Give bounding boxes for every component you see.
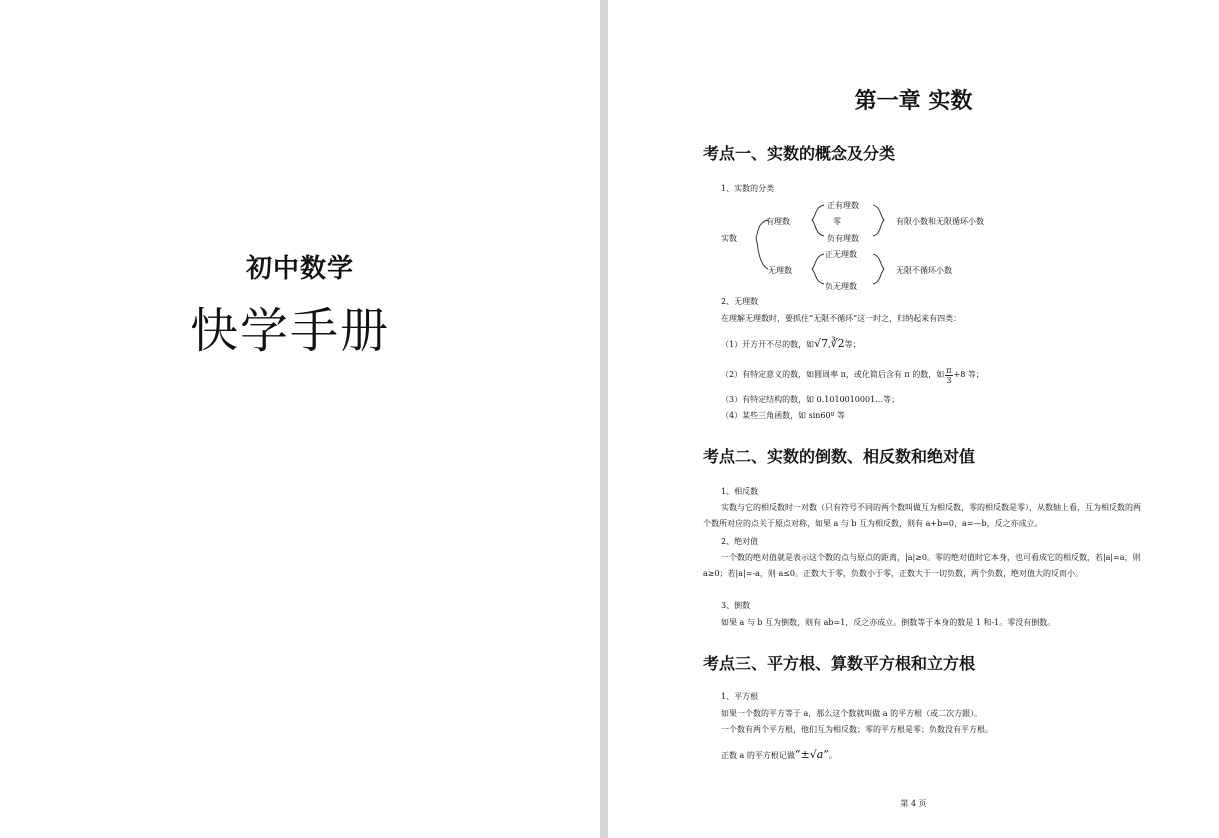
tree-rational-child-2: 零 (833, 217, 841, 226)
s2-h1: 1、相反数 (721, 487, 759, 496)
s3-h1: 1、平方根 (721, 692, 759, 701)
sqrt7-expr: √7 (814, 337, 829, 350)
s3-l3 (721, 748, 837, 763)
tree-irrational-child-1: 正无理数 (825, 250, 857, 259)
s1-list-item-2-tail: +8 等； (953, 370, 984, 379)
s1-item2-intro: 在理解无理数时，要抓住“无限不循环”这一时之，归纳起来有四类： (721, 314, 962, 323)
chapter-title: 第一章 实数 (854, 89, 973, 114)
pi-over-3-fraction (945, 366, 952, 385)
s2-p3: 如果 a 与 b 互为倒数，则有 ab=1，反之亦成立。倒数等于本身的数是 1 和-1。零没有倒数。 (721, 618, 1056, 627)
tree-irrational-note: 无限不循环小数 (896, 266, 952, 275)
tree-rational-child-3: 负有理数 (827, 234, 859, 243)
irrational-brace-left (812, 254, 824, 284)
tree-root: 实数 (721, 234, 737, 243)
s1-list-item-3: （3）有特定结构的数，如 0.1010010001…等； (721, 395, 900, 404)
s3-l1: 如果一个数的平方等于 a，那么这个数就叫做 a 的平方根（或二次方跟）。 (721, 709, 983, 718)
tree-rational: 有理数 (766, 217, 790, 226)
section-3-title: 考点三、平方根、算数平方根和立方根 (703, 654, 976, 673)
page-gutter (600, 0, 608, 838)
cbrt2-expr: ∛2 (830, 337, 845, 350)
s2-h3: 3、倒数 (721, 601, 751, 610)
s1-list-item-4: （4）某些三角函数，如 sin60º 等 (721, 411, 845, 420)
cover-page (0, 0, 600, 838)
section-1-title: 考点一、实数的概念及分类 (703, 144, 896, 163)
s1-item2-heading: 2、无理数 (721, 297, 759, 306)
section-2-title: 考点二、实数的倒数、相反数和绝对值 (703, 447, 976, 466)
s1-list-item-2-text: （2）有特定意义的数，如圆周率 π，或化简后含有 π 的数，如 (721, 370, 945, 379)
s3-l3-text: 正数 a 的平方根记做 (721, 751, 795, 760)
irrational-brace-right (873, 254, 884, 284)
s1-list-item-2 (721, 362, 984, 388)
s1-list-item-1 (721, 337, 861, 352)
plus-minus-sqrt-a-expr: “±√a” (794, 748, 829, 761)
s2-h2: 2、绝对值 (721, 537, 759, 546)
s2-p1: 实数与它的相反数时一对数（只有符号不同的两个数叫做互为相反数，零的相反数是零），从数轴上看，互为相反数的两个数所对应的点关于原点对称，如果 a 与 b 互为相反数，则有 a+b=0，a=—b，反之亦成立。 (703, 503, 1141, 528)
s2-p2: 一个数的绝对值就是表示这个数的点与原点的距离，|a|≥0。零的绝对值时它本身，也可看成它的相反数，若|a|=a，则 a≥0；若|a|=-a，则 a≤0。正数大于零，负数小于零，正数大于一切负数，两个负数，绝对值大的反而小。 (703, 553, 1141, 578)
cover-title: 初中数学 (245, 254, 354, 284)
s1-item1-heading: 1、实数的分类 (721, 184, 775, 193)
tree-irrational-child-2: 负无理数 (825, 282, 857, 291)
expr-separator: , (828, 340, 831, 349)
s3-l2: 一个数有两个平方根，他们互为相反数；零的平方根是零；负数没有平方根。 (721, 725, 993, 734)
content-page (608, 0, 1219, 838)
tree-rational-note: 有限小数和无限循环小数 (896, 217, 984, 226)
tree-rational-child-1: 正有理数 (827, 201, 859, 210)
fraction-denominator: 3 (946, 375, 952, 385)
page-number: 第 4 页 (900, 799, 927, 808)
fraction-numerator: π (946, 365, 952, 375)
s1-list-item-1-text: （1）开方开不尽的数，如 (721, 340, 815, 349)
s1-list-item-1-tail: 等； (844, 340, 861, 349)
rational-brace-right (873, 205, 884, 236)
classification-brackets (608, 0, 1219, 300)
root-brace (756, 220, 768, 269)
rational-brace-left (812, 205, 824, 236)
s3-l3-tail: 。 (828, 751, 837, 760)
tree-irrational: 无理数 (768, 266, 792, 275)
cover-subtitle: 快学手册 (189, 303, 390, 359)
